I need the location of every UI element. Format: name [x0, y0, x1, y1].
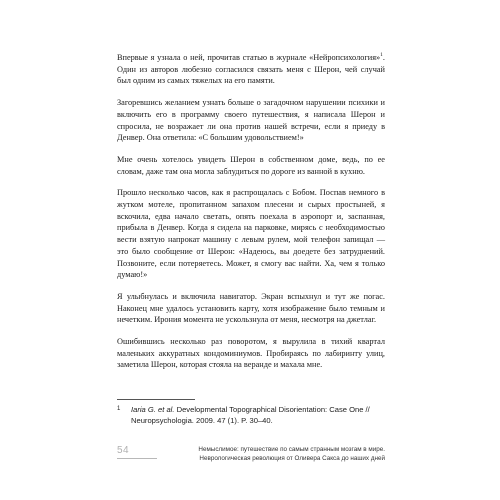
paragraph-3: Мне очень хотелось увидеть Шерон в собственном доме, ведь, по ее словам, даже там она могла заблудиться по дороге из ванной в кухню.: [117, 154, 385, 176]
paragraph-6: Ошибившись несколько раз поворотом, я вырулила в тихий квартал маленьких аккуратных кондоминиумов. Пробираясь по лабиринту улиц, заметила Шерон, которая стояла на веранде и махала мне.: [117, 337, 385, 370]
running-footer: [167, 446, 385, 463]
paragraph-1-after: . Один из авторов любезно согласился связать меня с Шерон, чей случай был одним из самых тяжелых на его памяти.: [117, 53, 385, 86]
footnote-reference[interactable]: 1: [380, 52, 383, 59]
footnote-body: [131, 404, 381, 426]
running-footer-line-1: Немыслимое: путешествие по самым странным мозгам в мире.: [198, 446, 385, 453]
footnote-number: 1: [117, 406, 121, 412]
page-footer: [117, 445, 385, 475]
paragraph-5: Я улыбнулась и включила навигатор. Экран вспыхнул и тут же погас. Наконец мне удалось установить карту, хотя изображение было темным и нечетким. Ирония момента не ускользнула от меня, несмотря на джетлаг.: [117, 291, 385, 325]
footnote-authors: Iaria G. et al.: [131, 405, 175, 414]
running-footer-line-2: Неврологическая революция от Оливера Сакса до наших дней: [199, 454, 385, 462]
footnote-divider: [117, 399, 195, 400]
footnote-citation: Developmental Topographical Disorientation: Case One // Neuropsychologia. 2009. 47 (1). P. 30–40.: [131, 405, 370, 425]
page-number-underline: [117, 458, 157, 459]
main-text: [117, 52, 385, 381]
paragraph-2: Загоревшись желанием узнать больше о загадочном нарушении психики и включить его в программу своего путешествия, я написала Шерон и спросила, не возражает ли она против нашей встречи, если я приеду в Денвер. Она ответила: «С большим удовольствием!»: [117, 98, 385, 143]
footnote: [117, 404, 385, 426]
page-number: 54: [117, 445, 130, 456]
paragraph-4: Прошло несколько часов, как я распрощалась с Бобом. Поспав немного в жутком мотеле, пропитанном запахом плесени и сырых простыней, я вскочила, едва начало светать, опять поехала в аэропорт и, заспанная, прибыла в Денвер. Когда я сидела на парковке, мирясь с необходимостью вести взятую напрокат машину с левым рулем, мой телефон запищал — это было сообщение от Шерон: «Надеюсь, вы доедете без затруднений. Позвоните, если потеряетесь. Может, я смогу вас найти. Ха, чем я только думаю!»: [117, 188, 385, 280]
paragraph-1-before: Впервые я узнала о ней, прочитав статью в журнале «Нейропсихология»: [117, 53, 381, 62]
paragraph-1: [117, 52, 385, 87]
